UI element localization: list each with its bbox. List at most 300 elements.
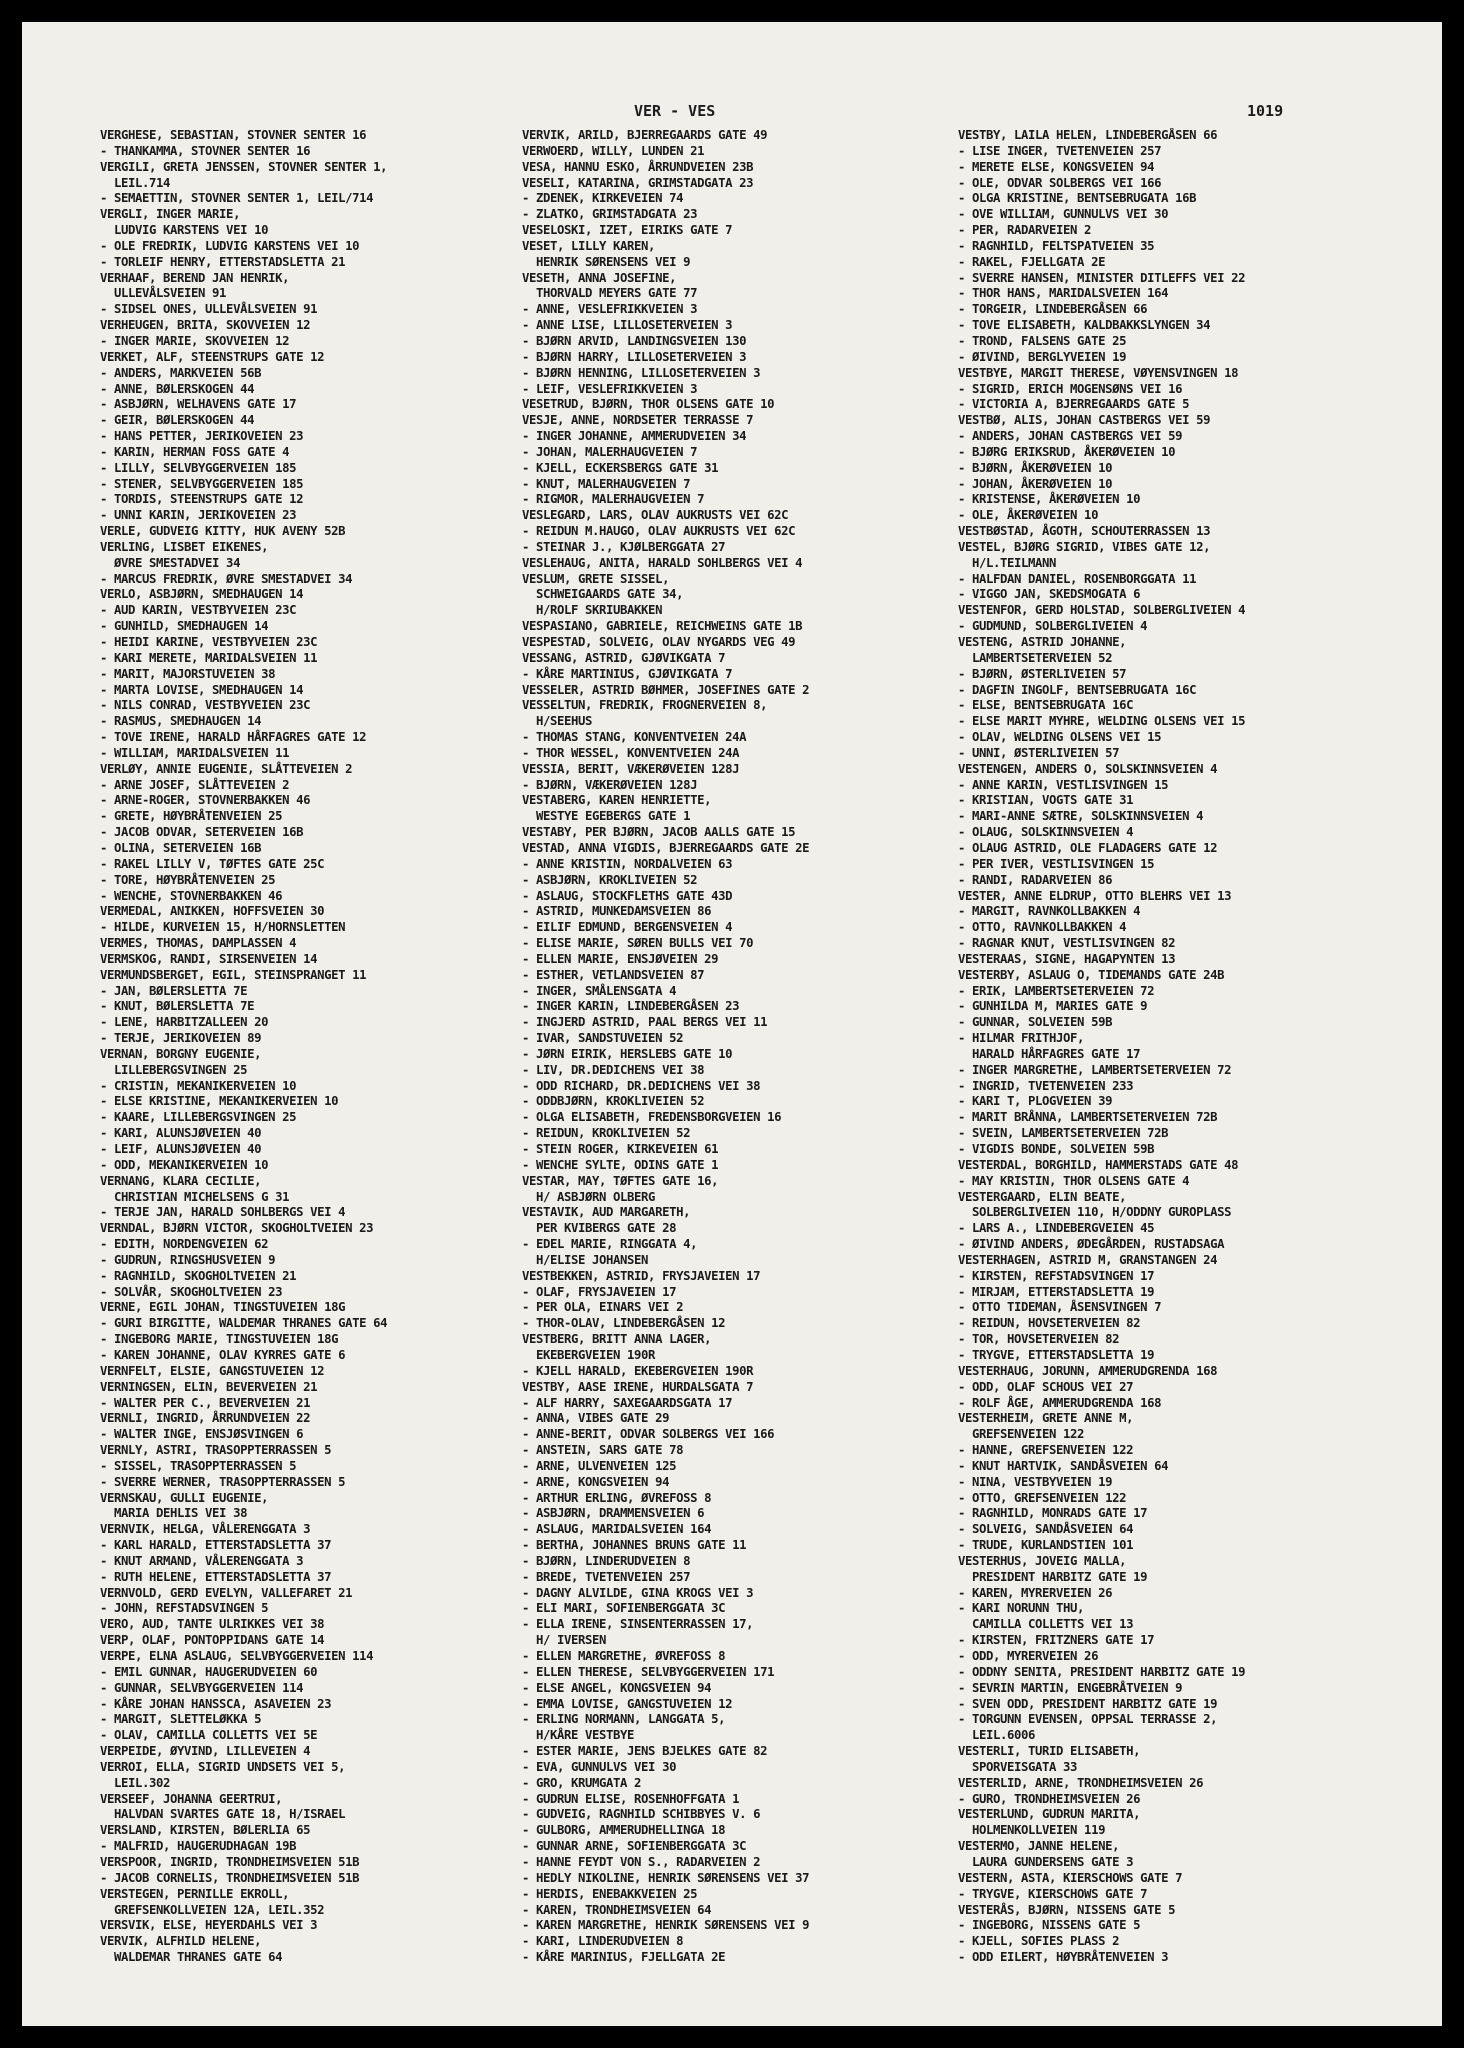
directory-entry-line: - RASMUS, SMEDHAUGEN 14 — [100, 714, 262, 729]
directory-entry-line: ØVRE SMESTADVEI 34 — [100, 555, 241, 570]
directory-entry-line: H/SEEHUS — [522, 714, 593, 729]
directory-entry-line: - ELISE MARIE, SØREN BULLS VEI 70 — [522, 936, 754, 951]
directory-entry-line: - WENCHE, STOVNERBAKKEN 46 — [100, 888, 283, 903]
directory-entry-line: - ANNE KRISTIN, NORDALVEIEN 63 — [522, 856, 733, 871]
directory-entry-line: - INGEBORG, NISSENS GATE 5 — [958, 1918, 1141, 1933]
directory-entry-line: - EMMA LOVISE, GANGSTUVEIEN 12 — [522, 1696, 733, 1711]
directory-entry-line: - MARTA LOVISE, SMEDHAUGEN 14 — [100, 682, 304, 697]
directory-entry-line: - PER IVER, VESTLISVINGEN 15 — [958, 856, 1155, 871]
directory-entry-line: - OLAV, CAMILLA COLLETTS VEI 5E — [100, 1728, 318, 1743]
directory-entry-line: - ELSE ANGEL, KONGSVEIEN 94 — [522, 1680, 712, 1695]
directory-entry-line: - HALFDAN DANIEL, ROSENBORGGATA 11 — [958, 571, 1197, 586]
directory-entry-line: - UNNI, ØSTERLIVEIEN 57 — [958, 745, 1120, 760]
directory-entry-line: - ASLAUG, STOCKFLETHS GATE 43D — [522, 888, 733, 903]
directory-entry-line: - EVA, GUNNULVS VEI 30 — [522, 1759, 677, 1774]
directory-entry-line: - INGRID, TVETENVEIEN 233 — [958, 1078, 1134, 1093]
directory-entry-line: - SOLVÅR, SKOGHOLTVEIEN 23 — [100, 1284, 283, 1299]
directory-entry-line: - INGER JOHANNE, AMMERUDVEIEN 34 — [522, 429, 747, 444]
directory-entry-line: - SIGRID, ERICH MOGENSØNS VEI 16 — [958, 381, 1183, 396]
directory-entry-line: VERSTEGEN, PERNILLE EKROLL, — [100, 1886, 290, 1901]
directory-entry-line: - ARNE, KONGSVEIEN 94 — [522, 1474, 670, 1489]
directory-entry-line: VESTABY, PER BJØRN, JACOB AALLS GATE 15 — [522, 825, 796, 840]
directory-entry-line: - GULBORG, AMMERUDHELLINGA 18 — [522, 1823, 726, 1838]
directory-entry-line: - KARL HARALD, ETTERSTADSLETTA 37 — [100, 1538, 332, 1553]
directory-entry-line: - OLAUG, SOLSKINNSVEIEN 4 — [958, 825, 1134, 840]
directory-entry-line: - KARI, LINDERUDVEIEN 8 — [522, 1934, 684, 1949]
directory-entry-line: - REIDUN, KROKLIVEIEN 52 — [522, 1126, 691, 1141]
directory-entry-line: - GURI BIRGITTE, WALDEMAR THRANES GATE 64 — [100, 1316, 388, 1331]
directory-entry-line: - MIRJAM, ETTERSTADSLETTA 19 — [958, 1284, 1155, 1299]
directory-entry-line: - KARIN, HERMAN FOSS GATE 4 — [100, 444, 290, 459]
directory-entry-line: VERKET, ALF, STEENSTRUPS GATE 12 — [100, 349, 325, 364]
directory-entry-line: - ELSE, BENTSEBRUGATA 16C — [958, 698, 1134, 713]
directory-entry-line: VERHEUGEN, BRITA, SKOVVEIEN 12 — [100, 318, 311, 333]
directory-entry-line: - BJØRN, VÆKERØVEIEN 128J — [522, 777, 698, 792]
directory-entry-line: - GRO, KRUMGATA 2 — [522, 1775, 642, 1790]
directory-entry-line: - JACOB CORNELIS, TRONDHEIMSVEIEN 51B — [100, 1870, 360, 1885]
directory-entry-line: - WALTER PER C., BEVERVEIEN 21 — [100, 1395, 311, 1410]
directory-entry-line: H/ ASBJØRN OLBERG — [522, 1189, 656, 1204]
directory-entry-line: - HEDLY NIKOLINE, HENRIK SØRENSENS VEI 37 — [522, 1870, 810, 1885]
directory-entry-line: - ANSTEIN, SARS GATE 78 — [522, 1443, 684, 1458]
directory-entry-line: VERGHESE, SEBASTIAN, STOVNER SENTER 16 — [100, 128, 367, 142]
directory-entry-line: VERO, AUD, TANTE ULRIKKES VEI 38 — [100, 1617, 325, 1632]
directory-entry-line: - RUTH HELENE, ETTERSTADSLETTA 37 — [100, 1569, 332, 1584]
directory-entry-line: VERNVOLD, GERD EVELYN, VALLEFARET 21 — [100, 1585, 353, 1600]
directory-entry-line: - TORLEIF HENRY, ETTERSTADSLETTA 21 — [100, 254, 346, 269]
directory-entry-line: LEIL.302 — [100, 1775, 171, 1790]
directory-entry-line: VESTERBY, ASLAUG O, TIDEMANDS GATE 24B — [958, 967, 1225, 982]
directory-entry-line: VESTEL, BJØRG SIGRID, VIBES GATE 12, — [958, 539, 1211, 554]
directory-entry-line: - MARGIT, SLETTELØKKA 5 — [100, 1712, 262, 1727]
directory-entry-line: - BJØRN HENNING, LILLOSETERVEIEN 3 — [522, 365, 761, 380]
directory-entry-line: - TRUDE, KURLANDSTIEN 101 — [958, 1538, 1134, 1553]
directory-entry-line: - MERETE ELSE, KONGSVEIEN 94 — [958, 159, 1155, 174]
directory-entry-line: VERMEDAL, ANIKKEN, HOFFSVEIEN 30 — [100, 904, 325, 919]
directory-entry-line: VESTAR, MAY, TØFTES GATE 16, — [522, 1173, 719, 1188]
directory-entry-line: - BJØRG ERIKSRUD, ÅKERØVEIEN 10 — [958, 444, 1176, 459]
directory-entry-line: - ODD, OLAF SCHOUS VEI 27 — [958, 1379, 1134, 1394]
directory-entry-line: - ASBJØRN, WELHAVENS GATE 17 — [100, 397, 297, 412]
directory-entry-line: VESTBEKKEN, ASTRID, FRYSJAVEIEN 17 — [522, 1268, 761, 1283]
directory-entry-line: SOLBERGLIVEIEN 110, H/ODDNY GUROPLASS — [958, 1205, 1232, 1220]
directory-entry-line: - ØIVIND ANDERS, ØDEGÅRDEN, RUSTADSAGA — [958, 1237, 1225, 1252]
directory-entry-line: - ANDERS, MARKVEIEN 56B — [100, 365, 262, 380]
directory-entry-line: LILLEBERGSVINGEN 25 — [100, 1062, 248, 1077]
directory-entry-line: VESTERMO, JANNE HELENE, — [958, 1839, 1120, 1854]
directory-entry-line: - KIRSTEN, FRITZNERS GATE 17 — [958, 1633, 1155, 1648]
directory-entry-line: - RAKEL LILLY V, TØFTES GATE 25C — [100, 856, 325, 871]
directory-entry-line: VESELI, KATARINA, GRIMSTADGATA 23 — [522, 175, 754, 190]
directory-entry-line: - RAGNHILD, FELTSPATVEIEN 35 — [958, 238, 1155, 253]
directory-entry-line: - ELI MARI, SOFIENBERGGATA 3C — [522, 1601, 726, 1616]
directory-entry-line: - GUDVEIG, RAGNHILD SCHIBBYES V. 6 — [522, 1807, 761, 1822]
directory-entry-line: VERLO, ASBJØRN, SMEDHAUGEN 14 — [100, 587, 304, 602]
directory-entry-line: - WENCHE SYLTE, ODINS GATE 1 — [522, 1157, 719, 1172]
directory-entry-line: - KARI, ALUNSJØVEIEN 40 — [100, 1126, 262, 1141]
directory-entry-line: CAMILLA COLLETTS VEI 13 — [958, 1617, 1134, 1632]
directory-entry-line: - SVEIN, LAMBERTSETERVEIEN 72B — [958, 1126, 1169, 1141]
directory-entry-line: VESTABERG, KAREN HENRIETTE, — [522, 793, 712, 808]
directory-entry-line: - GRETE, HØYBRÅTENVEIEN 25 — [100, 809, 283, 824]
directory-entry-line: H/KÅRE VESTBYE — [522, 1728, 635, 1743]
directory-entry-line: - ODDBJØRN, KROKLIVEIEN 52 — [522, 1094, 705, 1109]
directory-entry-line: - DAGNY ALVILDE, GINA KROGS VEI 3 — [522, 1585, 754, 1600]
page-header-title: VER - VES — [634, 102, 716, 120]
directory-entry-line: VERSVIK, ELSE, HEYERDAHLS VEI 3 — [100, 1918, 318, 1933]
directory-entry-line: - BJØRN ARVID, LANDINGSVEIEN 130 — [522, 333, 747, 348]
directory-entry-line: VERNAN, BORGNY EUGENIE, — [100, 1046, 262, 1061]
directory-entry-line: CHRISTIAN MICHELSENS G 31 — [100, 1189, 290, 1204]
directory-entry-line: - VIGGO JAN, SKEDSMOGATA 6 — [958, 587, 1141, 602]
directory-entry-line: - WALTER INGE, ENSJØSVINGEN 6 — [100, 1427, 304, 1442]
directory-entry-line: - GURO, TRONDHEIMSVEIEN 26 — [958, 1791, 1141, 1806]
directory-entry-line: - ZDENEK, KIRKEVEIEN 74 — [522, 191, 684, 206]
directory-entry-line: VESTAD, ANNA VIGDIS, BJERREGAARDS GATE 2E — [522, 840, 810, 855]
directory-entry-line: - GEIR, BØLERSKOGEN 44 — [100, 413, 255, 428]
directory-entry-line: VERSPOOR, INGRID, TRONDHEIMSVEIEN 51B — [100, 1854, 360, 1869]
directory-entry-line: VERSEEF, JOHANNA GEERTRUI, — [100, 1791, 283, 1806]
directory-entry-line: - ZLATKO, GRIMSTADGATA 23 — [522, 207, 698, 222]
directory-entry-line: - ANNE KARIN, VESTLISVINGEN 15 — [958, 777, 1169, 792]
directory-entry-line: - MARGIT, RAVNKOLLBAKKEN 4 — [958, 904, 1141, 919]
directory-entry-line: - ARNE-ROGER, STOVNERBAKKEN 46 — [100, 793, 311, 808]
directory-entry-line: - OLE FREDRIK, LUDVIG KARSTENS VEI 10 — [100, 238, 360, 253]
directory-entry-line: - KÅRE MARTINIUS, GJØVIKGATA 7 — [522, 666, 733, 681]
directory-entry-line: LEIL.6006 — [958, 1728, 1036, 1743]
directory-entry-line: - NILS CONRAD, VESTBYVEIEN 23C — [100, 698, 311, 713]
directory-entry-line: VERNDAL, BJØRN VICTOR, SKOGHOLTVEIEN 23 — [100, 1221, 374, 1236]
directory-entry-line: - ELSE MARIT MYHRE, WELDING OLSENS VEI 15 — [958, 714, 1246, 729]
directory-entry-line: - LISE INGER, TVETENVEIEN 257 — [958, 143, 1162, 158]
directory-entry-line: VERMSKOG, RANDI, SIRSENVEIEN 14 — [100, 951, 318, 966]
directory-entry-line: - ASBJØRN, KROKLIVEIEN 52 — [522, 872, 698, 887]
directory-entry-line: - HANS PETTER, JERIKOVEIEN 23 — [100, 429, 304, 444]
directory-entry-line: WALDEMAR THRANES GATE 64 — [100, 1950, 283, 1965]
directory-entry-line: - TRYGVE, KIERSCHOWS GATE 7 — [958, 1886, 1148, 1901]
directory-entry-line: - VICTORIA A, BJERREGAARDS GATE 5 — [958, 397, 1190, 412]
directory-entry-line: VERSLAND, KIRSTEN, BØLERLIA 65 — [100, 1823, 311, 1838]
directory-entry-line: - ANDERS, JOHAN CASTBERGS VEI 59 — [958, 429, 1183, 444]
directory-entry-line: HARALD HÅRFAGRES GATE 17 — [958, 1046, 1141, 1061]
directory-entry-line: VESTBYE, MARGIT THERESE, VØYENSVINGEN 18 — [958, 365, 1239, 380]
directory-entry-line: VERMES, THOMAS, DAMPLASSEN 4 — [100, 936, 297, 951]
column-3 — [958, 128, 1418, 1988]
directory-entry-line: H/ IVERSEN — [522, 1633, 607, 1648]
directory-entry-line: - RIGMOR, MALERHAUGVEIEN 7 — [522, 492, 705, 507]
directory-entry-line: - TOVE IRENE, HARALD HÅRFAGRES GATE 12 — [100, 730, 367, 745]
directory-entry-line: - TROND, FALSENS GATE 25 — [958, 333, 1127, 348]
directory-entry-line: GREFSENVEIEN 122 — [958, 1427, 1085, 1442]
directory-entry-line: - ARTHUR ERLING, ØVREFOSS 8 — [522, 1490, 712, 1505]
directory-entry-line: - RAGNAR KNUT, VESTLISVINGEN 82 — [958, 936, 1176, 951]
directory-entry-line: - RAGNHILD, MONRADS GATE 17 — [958, 1506, 1148, 1521]
directory-entry-line: VESLEHAUG, ANITA, HARALD SOHLBERGS VEI 4 — [522, 555, 803, 570]
directory-entry-line: - KIRSTEN, REFSTADSVINGEN 17 — [958, 1268, 1155, 1283]
directory-entry-line: - KAREN, MYRERVEIEN 26 — [958, 1585, 1113, 1600]
directory-entry-line: VESJE, ANNE, NORDSETER TERRASSE 7 — [522, 413, 754, 428]
directory-entry-line: - ALF HARRY, SAXEGAARDSGATA 17 — [522, 1395, 733, 1410]
directory-entry-line: - ODD, MYRERVEIEN 26 — [958, 1649, 1099, 1663]
directory-entry-line: - THANKAMMA, STOVNER SENTER 16 — [100, 143, 311, 158]
directory-entry-line: - JOHAN, MALERHAUGVEIEN 7 — [522, 444, 698, 459]
directory-entry-line: - EILIF EDMUND, BERGENSVEIEN 4 — [522, 920, 733, 935]
directory-entry-line: MARIA DEHLIS VEI 38 — [100, 1506, 248, 1521]
directory-entry-line: VESTERGAARD, ELIN BEATE, — [958, 1189, 1127, 1204]
directory-entry-line: - TORE, HØYBRÅTENVEIEN 25 — [100, 872, 276, 887]
directory-entry-line: VESTAVIK, AUD MARGARETH, — [522, 1205, 691, 1220]
directory-entry-line: - INGJERD ASTRID, PAAL BERGS VEI 11 — [522, 1015, 768, 1030]
directory-entry-line: - MARI-ANNE SÆTRE, SOLSKINNSVEIEN 4 — [958, 809, 1204, 824]
directory-entry-line: - KJELL HARALD, EKEBERGVEIEN 190R — [522, 1363, 754, 1378]
directory-entry-line: VERROI, ELLA, SIGRID UNDSETS VEI 5, — [100, 1759, 346, 1774]
directory-entry-line: - PER, RADARVEIEN 2 — [958, 223, 1092, 238]
directory-entry-line: VERLE, GUDVEIG KITTY, HUK AVENY 52B — [100, 524, 346, 539]
directory-entry-line: VESET, LILLY KAREN, — [522, 238, 656, 253]
directory-entry-line: VESSELER, ASTRID BØHMER, JOSEFINES GATE 2 — [522, 682, 810, 697]
directory-entry-line: - EDEL MARIE, RINGGATA 4, — [522, 1237, 698, 1252]
directory-entry-line: - SOLVEIG, SANDÅSVEIEN 64 — [958, 1522, 1134, 1537]
directory-entry-line: - SEVRIN MARTIN, ENGEBRÅTVEIEN 9 — [958, 1680, 1183, 1695]
directory-entry-line: - ANNE-BERIT, ODVAR SOLBERGS VEI 166 — [522, 1427, 775, 1442]
directory-entry-line: - THOR WESSEL, KONVENTVEIEN 24A — [522, 745, 740, 760]
directory-entry-line: - ANNE, BØLERSKOGEN 44 — [100, 381, 255, 396]
directory-entry-line: - INGER, SMÅLENSGATA 4 — [522, 983, 677, 998]
directory-entry-line: VERVIK, ALFHILD HELENE, — [100, 1934, 262, 1949]
directory-entry-line: - JOHAN, ÅKERØVEIEN 10 — [958, 476, 1113, 491]
directory-entry-line: - ANNE, VESLEFRIKKVEIEN 3 — [522, 302, 698, 317]
directory-entry-line: - KARI T, PLOGVEIEN 39 — [958, 1094, 1113, 1109]
directory-entry-line: - OTTO, GREFSENVEIEN 122 — [958, 1490, 1127, 1505]
directory-entry-line: VESA, HANNU ESKO, ÅRRUNDVEIEN 23B — [522, 159, 754, 174]
directory-entry-line: - IVAR, SANDSTUVEIEN 52 — [522, 1031, 684, 1046]
directory-entry-line: VESTERHUS, JOVEIG MALLA, — [958, 1553, 1127, 1568]
directory-entry-line: - KRISTENSE, ÅKERØVEIEN 10 — [958, 492, 1141, 507]
directory-entry-line: VESSANG, ASTRID, GJØVIKGATA 7 — [522, 650, 726, 665]
directory-entry-line: - ESTER MARIE, JENS BJELKES GATE 82 — [522, 1744, 768, 1759]
directory-entry-line: VESTBY, LAILA HELEN, LINDEBERGÅSEN 66 — [958, 128, 1218, 142]
directory-entry-line: - HANNE, GREFSENVEIEN 122 — [958, 1443, 1134, 1458]
column-1 — [100, 128, 540, 1988]
directory-entry-line: - RAGNHILD, SKOGHOLTVEIEN 21 — [100, 1268, 297, 1283]
directory-entry-line: - MARIT, MAJORSTUVEIEN 38 — [100, 666, 276, 681]
directory-entry-line: - GUNHILD, SMEDHAUGEN 14 — [100, 619, 269, 634]
directory-entry-line: - LARS A., LINDEBERGVEIEN 45 — [958, 1221, 1155, 1236]
directory-entry-line: VERNLI, INGRID, ÅRRUNDVEIEN 22 — [100, 1411, 311, 1426]
directory-entry-line: - OLE, ODVAR SOLBERGS VEI 166 — [958, 175, 1162, 190]
directory-entry-line: - ODD EILERT, HØYBRÅTENVEIEN 3 — [958, 1950, 1169, 1965]
directory-entry-line: VESTBY, AASE IRENE, HURDALSGATA 7 — [522, 1379, 754, 1394]
directory-entry-line: - WILLIAM, MARIDALSVEIEN 11 — [100, 745, 290, 760]
directory-entry-line: - ODDNY SENITA, PRESIDENT HARBITZ GATE 19 — [958, 1664, 1246, 1679]
directory-entry-line: VERLØY, ANNIE EUGENIE, SLÅTTEVEIEN 2 — [100, 761, 353, 776]
directory-entry-line: - OLGA KRISTINE, BENTSEBRUGATA 16B — [958, 191, 1197, 206]
directory-entry-line: - INGEBORG MARIE, TINGSTUVEIEN 18G — [100, 1332, 339, 1347]
directory-entry-line: VERNSKAU, GULLI EUGENIE, — [100, 1490, 269, 1505]
directory-entry-line: VESTERHAUG, JORUNN, AMMERUDGRENDA 168 — [958, 1363, 1218, 1378]
directory-entry-line: - OVE WILLIAM, GUNNULVS VEI 30 — [958, 207, 1169, 222]
directory-entry-line: - TOVE ELISABETH, KALDBAKKSLYNGEN 34 — [958, 318, 1211, 333]
directory-entry-line: LAMBERTSETERVEIEN 52 — [958, 650, 1113, 665]
directory-entry-line: THORVALD MEYERS GATE 77 — [522, 286, 698, 301]
directory-entry-line: - ELLEN MARGRETHE, ØVREFOSS 8 — [522, 1649, 726, 1663]
directory-entry-line: HENRIK SØRENSENS VEI 9 — [522, 254, 691, 269]
directory-entry-line: VERGLI, INGER MARIE, — [100, 207, 241, 222]
directory-entry-line: - OTTO, RAVNKOLLBAKKEN 4 — [958, 920, 1127, 935]
directory-entry-line: - HANNE FEYDT VON S., RADARVEIEN 2 — [522, 1854, 761, 1869]
directory-entry-line: - GUDMUND, SOLBERGLIVEIEN 4 — [958, 619, 1148, 634]
directory-entry-line: - OLAF, FRYSJAVEIEN 17 — [522, 1284, 677, 1299]
directory-entry-line: - TORGUNN EVENSEN, OPPSAL TERRASSE 2, — [958, 1712, 1218, 1727]
directory-entry-line: - OLGA ELISABETH, FREDENSBORGVEIEN 16 — [522, 1110, 782, 1125]
directory-entry-line: - GUDRUN ELISE, ROSENHOFFGATA 1 — [522, 1791, 740, 1806]
column-2 — [522, 128, 970, 1988]
directory-entry-line: - JØRN EIRIK, HERSLEBS GATE 10 — [522, 1046, 733, 1061]
directory-entry-line: - GUNNAR ARNE, SOFIENBERGGATA 3C — [522, 1839, 747, 1854]
directory-entry-line: - KJELL, ECKERSBERGS GATE 31 — [522, 460, 719, 475]
directory-entry-line: - OLE, ÅKERØVEIEN 10 — [958, 508, 1099, 523]
directory-entry-line: - OTTO TIDEMAN, ÅSENSVINGEN 7 — [958, 1300, 1162, 1315]
directory-entry-line: - GUNHILDA M, MARIES GATE 9 — [958, 999, 1148, 1014]
directory-entry-line: - ERLING NORMANN, LANGGATA 5, — [522, 1712, 726, 1727]
directory-entry-line: - BREDE, TVETENVEIEN 257 — [522, 1569, 691, 1584]
directory-entry-line: - LIV, DR.DEDICHENS VEI 38 — [522, 1062, 705, 1077]
directory-entry-line: - REIDUN M.HAUGO, OLAV AUKRUSTS VEI 62C — [522, 524, 796, 539]
directory-entry-line: - ELLEN THERESE, SELVBYGGERVEIEN 171 — [522, 1664, 775, 1679]
directory-entry-line: ULLEVÅLSVEIEN 91 — [100, 286, 227, 301]
directory-entry-line: VESTERÅS, BJØRN, NISSENS GATE 5 — [958, 1902, 1176, 1917]
directory-entry-line: VESTERLI, TURID ELISABETH, — [958, 1744, 1141, 1759]
directory-entry-line: EKEBERGVEIEN 190R — [522, 1347, 656, 1362]
directory-entry-line: VESTENGEN, ANDERS O, SOLSKINNSVEIEN 4 — [958, 761, 1218, 776]
directory-entry-line: VESTERHAGEN, ASTRID M, GRANSTANGEN 24 — [958, 1252, 1218, 1267]
directory-entry-line: VESETH, ANNA JOSEFINE, — [522, 270, 677, 285]
directory-entry-line: - ODD, MEKANIKERVEIEN 10 — [100, 1157, 269, 1172]
directory-entry-line: - KARI MERETE, MARIDALSVEIEN 11 — [100, 650, 318, 665]
directory-entry-line: - KRISTIAN, VOGTS GATE 31 — [958, 793, 1134, 808]
directory-entry-line: VERNE, EGIL JOHAN, TINGSTUVEIEN 18G — [100, 1300, 346, 1315]
directory-entry-line: VESLUM, GRETE SISSEL, — [522, 571, 670, 586]
directory-entry-line: - SEMAETTIN, STOVNER SENTER 1, LEIL/714 — [100, 191, 374, 206]
directory-entry-line: - BJØRN HARRY, LILLOSETERVEIEN 3 — [522, 349, 747, 364]
directory-entry-line: VESSELTUN, FREDRIK, FROGNERVEIEN 8, — [522, 698, 768, 713]
directory-entry-line: - INGER MARGRETHE, LAMBERTSETERVEIEN 72 — [958, 1062, 1232, 1077]
directory-entry-line: - EDITH, NORDENGVEIEN 62 — [100, 1237, 269, 1252]
directory-entry-line: - UNNI KARIN, JERIKOVEIEN 23 — [100, 508, 297, 523]
directory-entry-line: - STENER, SELVBYGGERVEIEN 185 — [100, 476, 304, 491]
directory-entry-line: - GUDRUN, RINGSHUSVEIEN 9 — [100, 1252, 276, 1267]
directory-entry-line: VERMUNDSBERGET, EGIL, STEINSPRANGET 11 — [100, 967, 367, 982]
directory-entry-line: - DAGFIN INGOLF, BENTSEBRUGATA 16C — [958, 682, 1197, 697]
directory-entry-line: LEIL.714 — [100, 175, 171, 190]
directory-entry-line: - GUNNAR, SOLVEIEN 59B — [958, 1015, 1113, 1030]
directory-entry-line: - THOMAS STANG, KONVENTVEIEN 24A — [522, 730, 747, 745]
directory-entry-line: LUDVIG KARSTENS VEI 10 — [100, 223, 269, 238]
directory-entry-line: VESTBØSTAD, ÅGOTH, SCHOUTERRASSEN 13 — [958, 524, 1211, 539]
directory-entry-line: - NINA, VESTBYVEIEN 19 — [958, 1474, 1113, 1489]
directory-entry-line: - BJØRN, ØSTERLIVEIEN 57 — [958, 666, 1127, 681]
directory-entry-line: - PER OLA, EINARS VEI 2 — [522, 1300, 684, 1315]
directory-entry-line: HOLMENKOLLVEIEN 119 — [958, 1823, 1106, 1838]
directory-entry-line: VESTENG, ASTRID JOHANNE, — [958, 635, 1127, 649]
directory-entry-line: - ØIVIND, BERGLYVEIEN 19 — [958, 349, 1127, 364]
directory-entry-line: - ANNA, VIBES GATE 29 — [522, 1411, 670, 1426]
directory-entry-line: - MARIT BRÅNNA, LAMBERTSETERVEIEN 72B — [958, 1110, 1218, 1125]
directory-entry-line: - TORDIS, STEENSTRUPS GATE 12 — [100, 492, 304, 507]
directory-entry-line: VESELOSKI, IZET, EIRIKS GATE 7 — [522, 223, 733, 238]
directory-entry-line: VERLING, LISBET EIKENES, — [100, 539, 269, 554]
directory-entry-line: - ASBJØRN, DRAMMENSVEIEN 6 — [522, 1506, 705, 1521]
directory-entry-line: - MALFRID, HAUGERUDHAGAN 19B — [100, 1839, 297, 1854]
directory-entry-line: HALVDAN SVARTES GATE 18, H/ISRAEL — [100, 1807, 346, 1822]
directory-entry-line: VERWOERD, WILLY, LUNDEN 21 — [522, 143, 705, 158]
directory-entry-line: VESSIA, BERIT, VÆKERØVEIEN 128J — [522, 761, 740, 776]
directory-entry-line: - SVEN ODD, PRESIDENT HARBITZ GATE 19 — [958, 1696, 1218, 1711]
directory-entry-line: - KAREN, TRONDHEIMSVEIEN 64 — [522, 1902, 712, 1917]
directory-entry-line: VESETRUD, BJØRN, THOR OLSENS GATE 10 — [522, 397, 775, 412]
directory-entry-line: - SVERRE WERNER, TRASOPPTERRASSEN 5 — [100, 1474, 346, 1489]
directory-entry-line: - ERIK, LAMBERTSETERVEIEN 72 — [958, 983, 1155, 998]
directory-entry-line: VESTBERG, BRITT ANNA LAGER, — [522, 1332, 712, 1347]
directory-entry-line: - KNUT HARTVIK, SANDÅSVEIEN 64 — [958, 1458, 1169, 1473]
directory-entry-line: - ANNE LISE, LILLOSETERVEIEN 3 — [522, 318, 733, 333]
directory-entry-line: - REIDUN, HOVSETERVEIEN 82 — [958, 1316, 1141, 1331]
directory-entry-line: VERNINGSEN, ELIN, BEVERVEIEN 21 — [100, 1379, 318, 1394]
directory-entry-line: - THOR HANS, MARIDALSVEIEN 164 — [958, 286, 1169, 301]
directory-entry-line: - HERDIS, ENEBAKKVEIEN 25 — [522, 1886, 698, 1901]
directory-entry-line: H/ROLF SKRIUBAKKEN — [522, 603, 663, 618]
directory-entry-line: - LENE, HARBITZALLEEN 20 — [100, 1015, 269, 1030]
directory-entry-line: - KJELL, SOFIES PLASS 2 — [958, 1934, 1120, 1949]
directory-entry-line: WESTYE EGEBERGS GATE 1 — [522, 809, 691, 824]
directory-entry-line: VESTERHEIM, GRETE ANNE M, — [958, 1411, 1134, 1426]
directory-entry-line: - JACOB ODVAR, SETERVEIEN 16B — [100, 825, 304, 840]
page-number: 1019 — [1247, 102, 1284, 120]
directory-entry-line: - GUNNAR, SELVBYGGERVEIEN 114 — [100, 1680, 304, 1695]
directory-entry-line: - TERJE, JERIKOVEIEN 89 — [100, 1031, 262, 1046]
directory-entry-line: - ROLF ÅGE, AMMERUDGRENDA 168 — [958, 1395, 1162, 1410]
directory-entry-line: - LEIF, ALUNSJØVEIEN 40 — [100, 1142, 262, 1156]
directory-entry-line: - BJØRN, LINDERUDVEIEN 8 — [522, 1553, 691, 1568]
directory-entry-line: - ASLAUG, MARIDALSVEIEN 164 — [522, 1522, 712, 1537]
directory-entry-line: - RANDI, RADARVEIEN 86 — [958, 872, 1113, 887]
directory-entry-line: H/ELISE JOHANSEN — [522, 1252, 649, 1267]
directory-entry-line: - SIDSEL ONES, ULLEVÅLSVEIEN 91 — [100, 302, 318, 317]
directory-entry-line: VESPESTAD, SOLVEIG, OLAV NYGARDS VEG 49 — [522, 635, 796, 649]
directory-entry-line: - MARCUS FREDRIK, ØVRE SMESTADVEI 34 — [100, 571, 353, 586]
directory-entry-line: GREFSENKOLLVEIEN 12A, LEIL.352 — [100, 1902, 325, 1917]
directory-entry-line: - ARNE, ULVENVEIEN 125 — [522, 1458, 677, 1473]
directory-entry-line: - LILLY, SELVBYGGERVEIEN 185 — [100, 460, 297, 475]
directory-entry-line: VERGILI, GRETA JENSSEN, STOVNER SENTER 1, — [100, 159, 388, 174]
directory-entry-line: VESTERLUND, GUDRUN MARITA, — [958, 1807, 1141, 1822]
directory-entry-line: VESLEGARD, LARS, OLAV AUKRUSTS VEI 62C — [522, 508, 789, 523]
directory-entry-line: - BJØRN, ÅKERØVEIEN 10 — [958, 460, 1113, 475]
directory-entry-line: - BERTHA, JOHANNES BRUNS GATE 11 — [522, 1538, 747, 1553]
directory-entry-line: - KNUT, MALERHAUGVEIEN 7 — [522, 476, 691, 491]
directory-entry-line: VERVIK, ARILD, BJERREGAARDS GATE 49 — [522, 128, 768, 142]
directory-entry-line: - TORGEIR, LINDEBERGÅSEN 66 — [958, 302, 1148, 317]
directory-entry-line: - ELLEN MARIE, ENSJØVEIEN 29 — [522, 951, 719, 966]
directory-entry-line: LAURA GUNDERSENS GATE 3 — [958, 1854, 1134, 1869]
directory-entry-line: VERP, OLAF, PONTOPPIDANS GATE 14 — [100, 1633, 325, 1648]
directory-entry-line: SPORVEISGATA 33 — [958, 1759, 1078, 1774]
directory-entry-line: VESTER, ANNE ELDRUP, OTTO BLEHRS VEI 13 — [958, 888, 1232, 903]
directory-entry-line: VERPE, ELNA ASLAUG, SELVBYGGERVEIEN 114 — [100, 1649, 374, 1663]
directory-entry-line: VERNLY, ASTRI, TRASOPPTERRASSEN 5 — [100, 1443, 332, 1458]
directory-entry-line: - MAY KRISTIN, THOR OLSENS GATE 4 — [958, 1173, 1190, 1188]
directory-entry-line: - JAN, BØLERSLETTA 7E — [100, 983, 248, 998]
